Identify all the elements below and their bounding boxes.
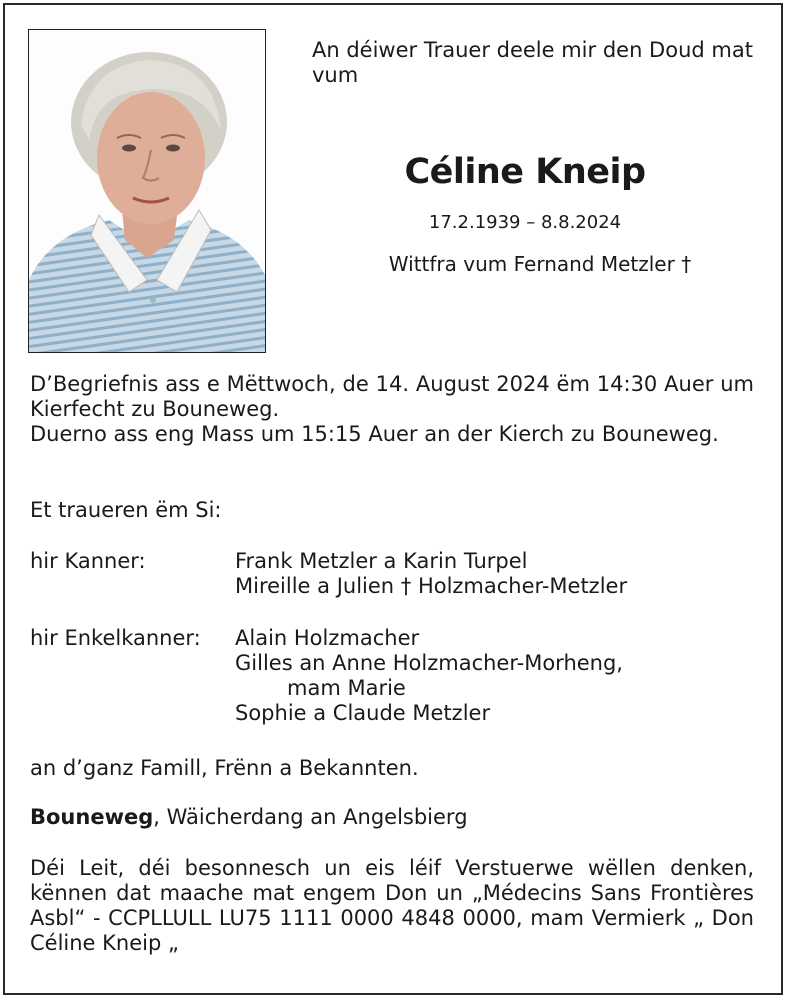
funeral-details [30,372,754,447]
deceased-name: Céline Kneip [404,152,646,192]
life-dates: 17.2.1939 – 8.8.2024 [428,212,622,233]
list-item: mam Marie [287,676,406,700]
funeral-burial-text: D’Begriefnis ass e Mëttwoch, de 14. August 2024 ëm 14:30 Auer um Kierfecht zu Bouneweg. [30,372,754,421]
list-item: Alain Holzmacher [235,626,420,650]
place-rest: , Wäicherdang an Angelsbierg [153,805,468,829]
donation-text: Déi Leit, déi besonnesch un eis léif Verstuerwe wëllen denken, kënnen dat maache mat engem Don un „Médecins Sans Frontières Asbl“ - CCPLLULL LU75 1111 0000 4848 0000, mam Vermierk „ Don Céline Kneip „ [30,856,754,955]
family-line: an d’ganz Famill, Frënn a Bekannten. [30,756,419,780]
place-town: Bouneweg [30,805,154,829]
widow-line: Wittfra vum Fernand Metzler † [388,252,692,276]
funeral-mass-text: Duerno ass eng Mass um 15:15 Auer an der Kierch zu Bouneweg. [30,422,719,446]
place-line [30,805,754,830]
grandchildren-label: hir Enkelkanner: [30,626,201,650]
portrait-photo [28,29,266,353]
list-item: Gilles an Anne Holzmacher-Morheng, [235,651,623,675]
list-item: Mireille a Julien † Holzmacher-Metzler [235,574,628,598]
children-label: hir Kanner: [30,549,146,573]
intro-text: An déiwer Trauer deele mir den Doud mat vum [312,38,753,87]
list-item: Sophie a Claude Metzler [235,701,491,725]
list-item: Frank Metzler a Karin Turpel [235,549,528,573]
mourners-intro: Et traueren ëm Si: [30,498,222,522]
